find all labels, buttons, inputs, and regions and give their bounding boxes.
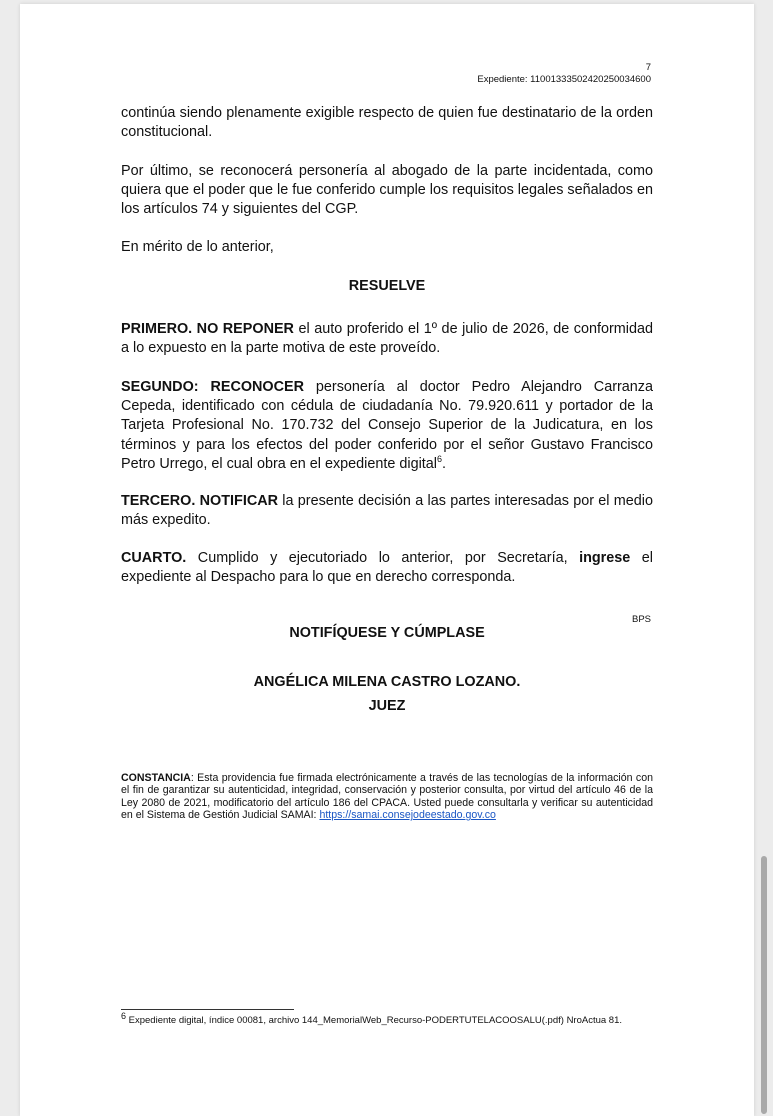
signer-title: JUEZ xyxy=(368,698,406,714)
signer-name: ANGÉLICA MILENA CASTRO LOZANO. xyxy=(253,674,521,690)
notifiquese-heading: NOTIFÍQUESE Y CÚMPLASE xyxy=(289,625,485,641)
segundo-end: . xyxy=(442,455,447,472)
primero-text: el auto proferido el 1º de julio de 2026, de conformidad a lo expuesto en la parte motiva de este proveído. xyxy=(121,321,653,357)
primero-label: PRIMERO. NO REPONER xyxy=(121,321,294,337)
paragraph-continuation: continúa siendo plenamente exigible respecto de quien fue destinatario de la orden constitucional. xyxy=(121,105,653,141)
cuarto-text-b: el expediente al Despacho para lo que en derecho corresponda. xyxy=(121,550,653,586)
footnote-divider xyxy=(121,1009,294,1010)
footnote-reference[interactable]: 6 xyxy=(437,454,443,465)
paragraph-merito: En mérito de lo anterior, xyxy=(121,239,274,255)
page-header xyxy=(477,62,651,86)
segundo-text: personería al doctor Pedro Alejandro Carranza Cepeda, identificado con cédula de ciudadanía No. 79.920.611 y portador de la Tarjeta Profesional No. 170.732 del Consejo Superior de la Judicatura, en los términos y para los efectos del poder conferido por el señor Gustavo Francisco Petro Urrego, el cual obra en el expediente digital xyxy=(121,379,653,472)
samai-link[interactable]: https://samai.consejodeestado.gov.co xyxy=(319,809,496,822)
segundo-label: SEGUNDO: RECONOCER xyxy=(121,379,304,395)
paragraph-personeria: Por último, se reconocerá personería al abogado de la parte incidentada, como quiera que el poder que le fue conferido cumple los requisitos legales señalados en los artículos 74 y siguientes del CGP. xyxy=(121,163,654,218)
cuarto-label: CUARTO. xyxy=(121,550,187,566)
page-number: 7 xyxy=(645,62,651,73)
expediente-number: Expediente: 11001333502420250034600 xyxy=(477,74,651,85)
resolution-segundo xyxy=(121,378,653,474)
cuarto-text-a: Cumplido y ejecutoriado lo anterior, por Secretaría, xyxy=(186,550,580,566)
resolution-primero xyxy=(121,320,653,358)
constancia-note xyxy=(121,772,653,822)
author-initials: BPS xyxy=(631,614,651,625)
footnote xyxy=(121,1010,661,1027)
cuarto-bold-word: ingrese xyxy=(579,550,631,566)
resolution-tercero xyxy=(121,492,653,530)
footnote-mark: 6 xyxy=(121,1010,127,1021)
constancia-label: CONSTANCIA xyxy=(121,772,191,784)
vertical-scrollbar[interactable] xyxy=(761,856,767,1114)
resolution-cuarto xyxy=(121,549,653,587)
resuelve-heading: RESUELVE xyxy=(348,278,426,294)
tercero-text: la presente decisión a las partes interesadas por el medio más expedito. xyxy=(121,493,653,529)
tercero-label: TERCERO. NOTIFICAR xyxy=(121,493,278,509)
footnote-text: Expediente digital, índice 00081, archivo 144_MemorialWeb_Recurso-PODERTUTELACOOSALU(.pdf) NroActua 81. xyxy=(126,1015,623,1026)
constancia-text: : Esta providencia fue firmada electrónicamente a través de las tecnologías de la información con el fin de garantizar su autenticidad, integridad, conservación y posterior consulta, por virtud del artículo 46 de la Ley 2080 de 2021, modificatorio del artículo 186 del CPACA. Usted puede consultarla y verificar su autenticidad en el Sistema de Gestión Judicial SAMAI: xyxy=(121,772,653,822)
document-page xyxy=(20,4,754,1116)
